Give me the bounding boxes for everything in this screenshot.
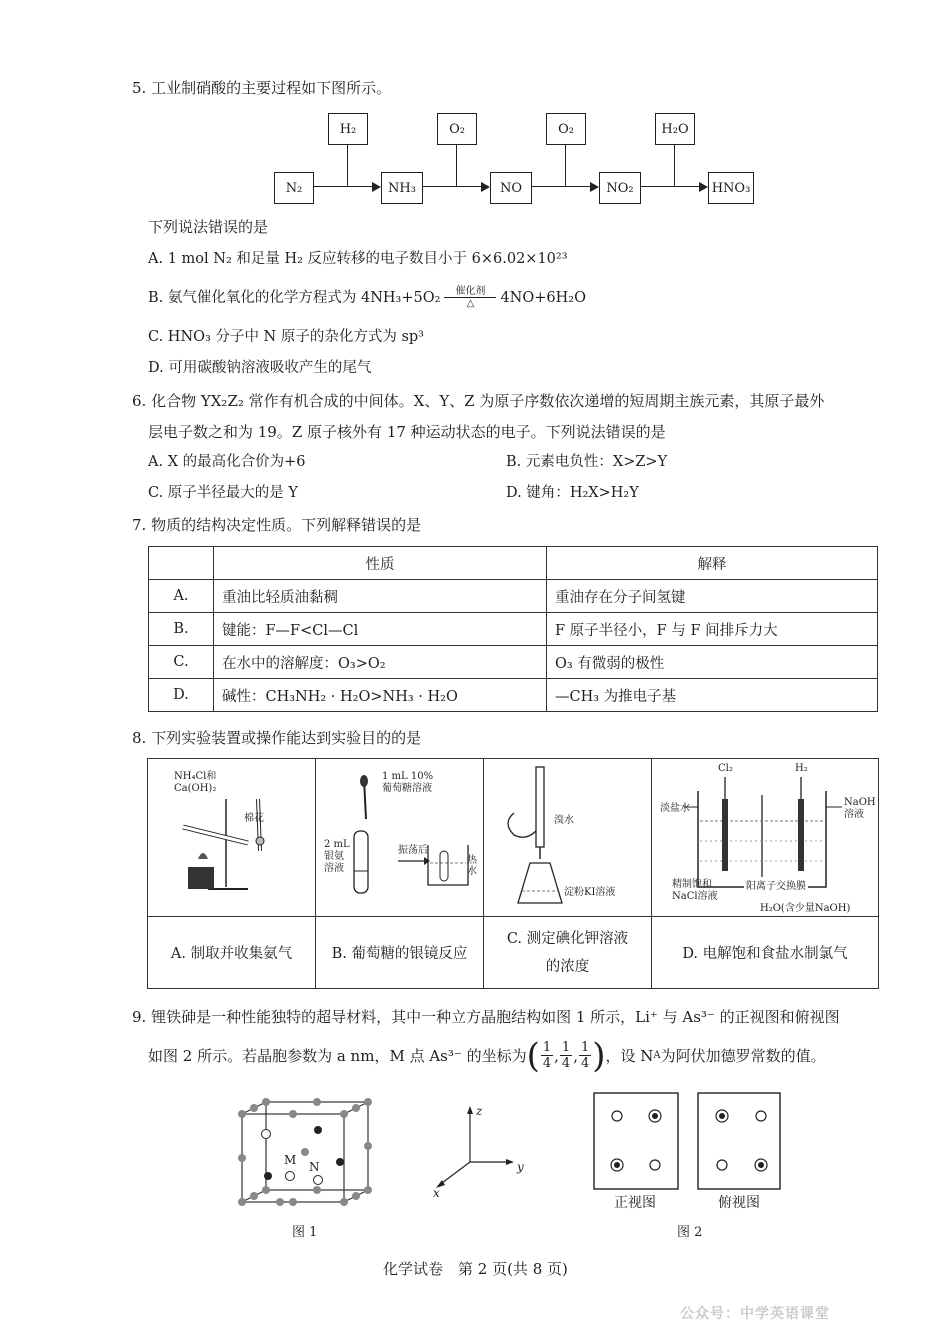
table-cell: —CH₃ 为推电子基 [547, 679, 878, 712]
label-bromine: 溴水 [554, 815, 574, 826]
q9-stem-line2: 如图 2 所示。若晶胞参数为 a nm，M 点 As³⁻ 的坐标为 ( $\frac{1}{4}$ , $\frac{1}{4}$ , $\frac{1}{4}$ ) ，设 N A 为阿伏加德罗常数的值。 [148, 1035, 826, 1076]
q6-option-d: D. 键角：H₂X>H₂Y [506, 485, 639, 501]
arrow-right-icon [481, 182, 490, 192]
q5-option-c: C. HNO₃ 分子中 N 原子的杂化方式为 sp³ [148, 329, 424, 345]
table-cell: A. [149, 580, 214, 613]
watermark: 公众号：中学英语课堂 [680, 1306, 830, 1322]
table-cell: D. [149, 679, 214, 712]
q7-table [148, 546, 878, 712]
point-n: N [309, 1160, 320, 1174]
top-view-label: 俯视图 [718, 1195, 760, 1211]
label-cotton: 棉花 [244, 813, 264, 824]
label-shake: 振荡后 [398, 845, 428, 856]
table-cell: 重油比轻质油黏稠 [214, 580, 547, 613]
table-header-row [149, 547, 878, 580]
q6-stem-line2: 层电子数之和为 19。Z 原子核外有 17 种运动状态的电子。下列说法错误的是 [148, 423, 666, 441]
fig1-label: 图 1 [292, 1225, 318, 1240]
page-footer: 化学试卷 第 2 页(共 8 页) [383, 1260, 568, 1278]
arrow-right-icon [699, 182, 708, 192]
table-cell: 重油存在分子间氢键 [547, 580, 878, 613]
q6-option-c: C. 原子半径最大的是 Y [148, 485, 298, 501]
figure-a-ammonia-apparatus [148, 759, 316, 917]
q7-stem: 7. 物质的结构决定性质。下列解释错误的是 [132, 516, 422, 534]
table-header-cell [149, 547, 214, 580]
axes-diagram [428, 1104, 518, 1196]
flow-reagent-h2o: H₂O [655, 113, 695, 145]
table-row [149, 646, 878, 679]
table-cell: 键能：F—F<Cl—Cl [214, 613, 547, 646]
label-water: H₂O(含少量NaOH) [760, 903, 851, 914]
q8-option-c: C. 测定碘化钾溶液的浓度 [484, 917, 652, 989]
q5-option-d: D. 可用碳酸钠溶液吸收产生的尾气 [148, 360, 372, 376]
figure-b-silver-mirror [316, 759, 484, 917]
table-row [149, 679, 878, 712]
table-cell: 在水中的溶解度：O₃>O₂ [214, 646, 547, 679]
axis-z: z [476, 1104, 483, 1118]
front-view-label: 正视图 [614, 1195, 656, 1211]
table-header-cell: 解释 [547, 547, 878, 580]
label-naoh: NaOH 溶液 [844, 797, 876, 820]
label-hot-water: 热水 [467, 855, 477, 877]
flow-nh3: NH₃ [381, 172, 423, 204]
q6-option-b: B. 元素电负性：X>Z>Y [506, 454, 668, 470]
q9-stem-text-a: 如图 2 所示。若晶胞参数为 a nm，M 点 As³⁻ 的坐标为 [148, 1046, 527, 1065]
table-cell: C. [149, 646, 214, 679]
coord-y: $\frac{1}{4}$ [561, 1040, 571, 1071]
label-glucose: 1 mL 10% 葡萄糖溶液 [382, 771, 434, 794]
q8-option-a: A. 制取并收集氨气 [148, 917, 316, 989]
flow-n2: N₂ [274, 172, 314, 204]
figure-d-electrolysis [652, 759, 879, 917]
table-cell: B. [149, 613, 214, 646]
flow-no: NO [490, 172, 532, 204]
q5-stem: 5. 工业制硝酸的主要过程如下图所示。 [132, 79, 392, 97]
axis-x: x [433, 1186, 440, 1200]
axis-y: y [517, 1160, 524, 1174]
q5-option-a: A. 1 mol N₂ 和足量 H₂ 反应转移的电子数目小于 6×6.02×10²³ [148, 251, 568, 267]
figure-c-titration [484, 759, 652, 917]
coord-z: $\frac{1}{4}$ [580, 1040, 590, 1071]
label-h2: H₂ [795, 763, 808, 774]
table-cell: 碱性：CH₃NH₂ · H₂O>NH₃ · H₂O [214, 679, 547, 712]
fig2-label: 图 2 [677, 1225, 703, 1240]
q8-table [147, 758, 879, 989]
table-cell: F 原子半径小，F 与 F 间排斥力大 [547, 613, 878, 646]
arrow-right-icon [372, 182, 381, 192]
label-starch-ki: 淀粉KI溶液 [564, 887, 616, 898]
na-subscript: A [653, 1049, 661, 1061]
table-row [149, 613, 878, 646]
q6-stem-line1: 6. 化合物 YX₂Z₂ 常作有机合成的中间体。X、Y、Z 为原子序数依次递增的短周期主族元素，其原子最外 [132, 392, 825, 410]
label-cl2: Cl₂ [718, 763, 733, 774]
fig2-views [593, 1092, 783, 1192]
flow-no2: NO₂ [599, 172, 641, 204]
q5-prompt: 下列说法错误的是 [148, 218, 269, 236]
label-reagent: NH₄Cl和 Ca(OH)₂ [174, 771, 217, 794]
q6-option-a: A. X 的最高化合价为+6 [148, 454, 306, 470]
arrow-right-icon [590, 182, 599, 192]
condition-heat: △ [466, 298, 475, 309]
q8-option-d: D. 电解饱和食盐水制氯气 [652, 917, 879, 989]
table-cell: O₃ 有微弱的极性 [547, 646, 878, 679]
label-dilute-brine: 淡盐水 [660, 803, 690, 814]
q8-option-b: B. 葡萄糖的银镜反应 [316, 917, 484, 989]
point-m: M [284, 1153, 297, 1167]
reaction-condition [444, 286, 496, 309]
flow-reagent-h2: H₂ [328, 113, 368, 145]
q9-stem-text-b: ，设 N [605, 1046, 654, 1065]
label-membrane: 阳离子交换膜 [744, 877, 808, 892]
fig1-unit-cell [228, 1098, 378, 1208]
q9-stem-text-c: 为阿伏加德罗常数的值。 [660, 1046, 826, 1065]
condition-catalyst: 催化剂 [455, 286, 486, 297]
q8-stem: 8. 下列实验装置或操作能达到实验目的的是 [132, 729, 422, 747]
q9-stem-line1: 9. 锂铁砷是一种性能独特的超导材料，其中一种立方晶胞结构如图 1 所示，Li⁺ 与 As³⁻ 的正视图和俯视图 [132, 1008, 840, 1026]
q5-option-b-reactants: B. 氨气催化氧化的化学方程式为 4NH₃+5O₂ [148, 289, 441, 306]
q5-option-b [148, 286, 586, 309]
flow-reagent-o2-1: O₂ [437, 113, 477, 145]
flow-hno3: HNO₃ [708, 172, 754, 204]
table-row [149, 580, 878, 613]
flow-reagent-o2-2: O₂ [546, 113, 586, 145]
table-header-cell: 性质 [214, 547, 547, 580]
coord-x: $\frac{1}{4}$ [542, 1040, 552, 1071]
label-silver-ammonia: 2 mL 银氨 溶液 [324, 839, 350, 874]
q5-option-b-products: 4NO+6H₂O [500, 289, 586, 306]
label-brine: 精制饱和 NaCl溶液 [672, 879, 718, 902]
